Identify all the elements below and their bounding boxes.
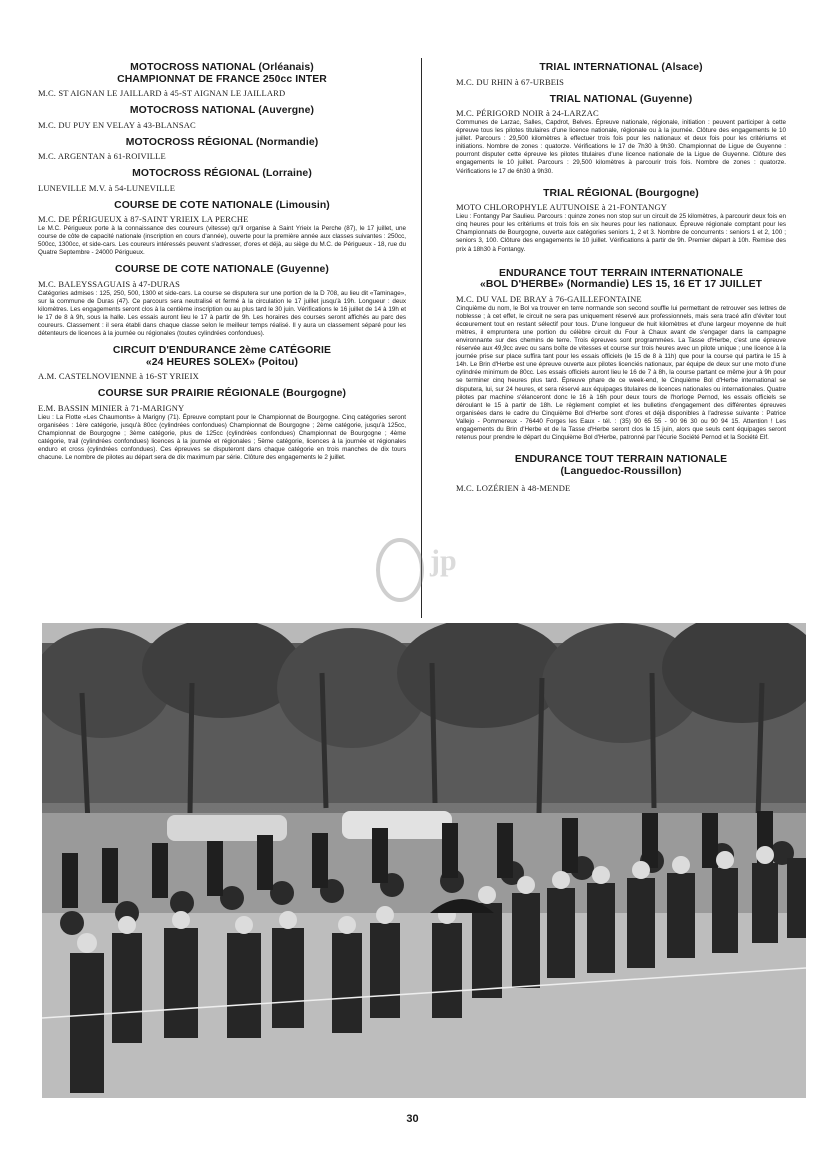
svg-text:jp: jp <box>430 544 457 577</box>
section-motocross-normandie <box>38 137 406 162</box>
section-body: Cinquième du nom, le Bol va trouver en terre normande son second souffle lui permettant de retrouver ses lettres de noblesse ; à cet effet, le circuit ne sera pas uniquement réservé aux professionnels, mais sera tracé afin d'éviter tout écœurement tout en restant sélectif pour tous. D'une longueur de huit kilomètres et d'une largeur moyenne de huit mètres, il empruntera une portion du célèbre circuit du Four à Chaux avant de s'engager dans la campagne environnante sur des chemins de terre. Trois épreuves sont programmées. La Tasse d'Herbe, c'est une épreuve réservée aux 49,9cc avec ou sans boîte de vitesses et course sur trois heures avec un pilote unique ; une licence à la journée prise sur place suffira tant pour les essais officiels (le 15 de 8 à 11h) que pour la course qui partira le 15 à 14h. Le Brin d'Herbe est une épreuve ouverte aux pilotes licenciés nationaux, par équipe de deux sur une moto d'une cylindrée minimum de 80cc. Les essais officiels auront lieu le 16 de 7 à 8h, la course partant ce même jour à 9h pour se terminer cinq heures plus tard. Épreuve phare de ce week-end, le Cinquième Bol d'Herbe international se disputera, lui, sur 24 heures, et sera réservé aux équipages titulaires de licences nationales ou internationales. Quatre pilotes par machine s'élanceront donc le 16 à 16h pour deux tours de l'horloge Pernod, les essais officiels se déroulant le 15 à partir de 18h. Le règlement complet et les bulletins d'engagement des différentes épreuves organisées dans le cadre du Cinquième Bol d'Herbe sont d'ores et déjà disponibles à l'adresse suivante : Patrice Vallejo - Pommereux - 76440 Forges les Eaux - tél. : (35) 90 65 55 - 90 96 30 ou 90 94 15. Attention ! Les engagements du Brin d'Herbe et de la Tasse d'Herbe seront clos le 15 juin, alors que seuls cent équipages seront retenus pour prendre le départ du Cinquième Bol d'Herbe, patronné par l'écurie Société Pernod et la Société Elf. <box>456 304 786 442</box>
section-trial-guyenne <box>456 94 786 176</box>
section-motocross-auvergne <box>38 105 406 130</box>
organizer: M.C. ST AIGNAN LE JAILLARD à 45-ST AIGNAN LE JAILLARD <box>38 88 286 98</box>
section-endurance-solex <box>38 345 406 381</box>
section-heading: MOTOCROSS NATIONAL (Auvergne) <box>129 105 315 116</box>
organizer: M.C. BALEYSSAGUAIS à 47-DURAS <box>38 278 181 289</box>
event-photo <box>42 623 806 1098</box>
section-body: Le M.C. Périgueux porte à la connaissance des coureurs (vitesse) qu'il organise à Saint Yrieix la Perche (87), le 17 juillet, une course de côte de capacité nationale (inscription en cours d'année), ouverte pour la première année aux classes suivantes : 250cc, 500cc, 1300cc, et side-cars. Les coureurs intéressés peuvent s'adresser, d'ores et déjà, au siège du M.C. de Périgueux - 18, rue du Quatre Septembre - 24000 Périgueux. <box>38 225 406 257</box>
section-endurance-languedoc <box>456 454 786 493</box>
organizer: M.C. ARGENTAN à 61-ROIVILLE <box>38 151 166 161</box>
section-prairie-bourgogne <box>38 388 406 462</box>
organizer: M.C. LOZÉRIEN à 48-MENDE <box>456 483 571 494</box>
section-heading <box>456 454 786 477</box>
heading-line-1: MOTOCROSS NATIONAL (Orléanais) <box>130 62 314 73</box>
section-heading <box>38 345 406 368</box>
section-heading: COURSE DE COTE NATIONALE (Guyenne) <box>115 264 329 276</box>
section-heading: COURSE DE COTE NATIONALE (Limousin) <box>114 199 330 211</box>
organizer: M.C. PÉRIGORD NOIR à 24-LARZAC <box>456 108 599 118</box>
section-body: Catégories admises : 125, 250, 500, 1300 et side-cars. La course se disputera sur une portion de la D 708, au lieu dit «Taminage», sur la commune de Duras (47). Ce parcours sera neutralisé et fermé à la circulation le 17 juillet jusqu'à 19h. Longueur : deux kilomètres. Les engagements seront clos à la centième inscription ou au plus tard le 30 juin. Vérifications le 16 juillet de 14 à 19h et le 17 de 8 à 9h, sous la halle. Les essais auront lieu le 17 à partir de 9h. Les horaires des courses seront affichés au parc des coureurs. Classement : il sera établi dans chaque classe selon le meilleur temps réalisé. Il y aura un classement séparé pour les détenteurs de licences à la journée ou régionales (toutes cylindrées confondues). <box>38 289 406 338</box>
organizer: M.C. DU PUY EN VELAY à 43-BLANSAC <box>38 119 196 130</box>
heading-line-2: (Languedoc-Roussillon) <box>560 465 682 477</box>
organizer: M.C. DU RHIN à 67-URBEIS <box>456 76 564 87</box>
organizer: MOTO CHLOROPHYLE AUTUNOISE à 21-FONTANGY <box>456 202 668 213</box>
heading-line-2: «24 HEURES SOLEX» (Poitou) <box>145 356 299 368</box>
section-body: Lieu : La Flotte «Les Chaumonts» à Marigny (71). Épreuve comptant pour le Championnat de Bourgogne. Cinq catégories seront organisées : 1ère catégorie, jusqu'à 80cc (cylindrées confondues) Championnat de Bourgogne ; 2ème catégorie, jusqu'à 125cc, Championnat de Bourgogne ; 3ème catégorie, plus de 125cc (cylindrées confondues) Championnat de Bourgogne ; 4ème catégorie, trail (cylindrées confondues) licences à la journée et régionales ; 5ème catégorie, licences à la journée et régionales enduro et cross (cylindrées confondues). Ces épreuves se disputeront dans chaque catégorie en trois manches de dix tours chacune. Le nombre de pilotes au départ sera de dix maximum par série. Clôture des engagements le 2 juillet. <box>38 413 406 462</box>
section-heading: MOTOCROSS RÉGIONAL (Normandie) <box>125 136 319 148</box>
heading-line-2: CHAMPIONNAT DE FRANCE 250cc INTER <box>117 73 327 85</box>
section-bol-dherbe <box>456 268 786 443</box>
section-heading: MOTOCROSS RÉGIONAL (Lorraine) <box>132 168 312 179</box>
section-trial-bourgogne <box>456 188 786 254</box>
organizer: E.M. BASSIN MINIER à 71-MARIGNY <box>38 402 185 413</box>
right-column <box>456 60 786 500</box>
heading-line-1: ENDURANCE TOUT TERRAIN NATIONALE <box>514 454 728 466</box>
organizer: M.C. DE PÉRIGUEUX à 87-SAINT YRIEIX LA PERCHE <box>38 214 249 224</box>
organizer: M.C. DU VAL DE BRAY à 76-GAILLEFONTAINE <box>456 293 642 304</box>
section-trial-alsace <box>456 62 786 87</box>
logo-watermark-icon <box>372 530 484 612</box>
section-cote-guyenne <box>38 264 406 338</box>
section-heading: TRIAL INTERNATIONAL (Alsace) <box>539 62 703 73</box>
heading-line-2: «BOL D'HERBE» (Normandie) LES 15, 16 ET 17 JUILLET <box>479 279 763 291</box>
organizer: LUNEVILLE M.V. à 54-LUNEVILLE <box>38 182 176 193</box>
section-heading: TRIAL RÉGIONAL (Bourgogne) <box>543 187 699 199</box>
section-heading: COURSE SUR PRAIRIE RÉGIONALE (Bourgogne) <box>97 388 347 400</box>
page-number: 30 <box>406 1113 419 1125</box>
section-heading <box>38 62 406 85</box>
heading-line-1: ENDURANCE TOUT TERRAIN INTERNATIONALE <box>498 267 744 279</box>
organizer: A.M. CASTELNOVIENNE à 16-ST YRIEIX <box>38 371 199 382</box>
section-motocross-orleanais <box>38 62 406 98</box>
section-motocross-lorraine <box>38 168 406 193</box>
photo-icon <box>42 623 806 1098</box>
section-body: Communes de Larzac, Salles, Capdrot, Belves. Épreuve nationale, régionale, initiation : peuvent participer à cette épreuve tous les pilotes titulaires d'une licence nationale, régionale ou à la journée. Clôture des engagements le 10 juillet. Parcours : 29,500 kilomètres à effectuer trois fois pour les nationaux et deux fois pour les critériums et initiations. Nombre de zones : quatorze. Vérifications le 17 de 7h30 à 9h30. Championnat de Ligue de Guyenne : pourront disputer cette épreuve les pilotes titulaires d'une licence nationale de la Ligue de Guyenne. Clôture des engagements le 10 juillet. Parcours : 29,500 kilomètres à parcourir trois fois. Nombre de zones : quatorze. Vérifications le 17 de 6h30 à 9h30. <box>456 119 786 175</box>
section-cote-limousin <box>38 200 406 258</box>
heading-line-1: CIRCUIT D'ENDURANCE 2ème CATÉGORIE <box>112 345 332 357</box>
section-heading <box>456 268 786 291</box>
left-column <box>38 60 406 470</box>
section-body: Lieu : Fontangy Par Saulieu. Parcours : quinze zones non stop sur un circuit de 25 kilomètres, à parcourir deux fois en cinq heures pour les critériums et trois fois en six heures pour les nationaux. Épreuve régionale comptant pour les Championnats de Bourgogne, ouverte aux catégories seniors 1, 2 et 3. Nombre de concurrents : seniors 1 et 2, 100 ; seniors 3, 100. Clôture des engagements le 10 juillet. Vérifications à partir de 9h. Premier départ à 10h. Remise des prix à 18h30 à Fontangy. <box>456 213 786 253</box>
section-heading: TRIAL NATIONAL (Guyenne) <box>549 93 693 105</box>
